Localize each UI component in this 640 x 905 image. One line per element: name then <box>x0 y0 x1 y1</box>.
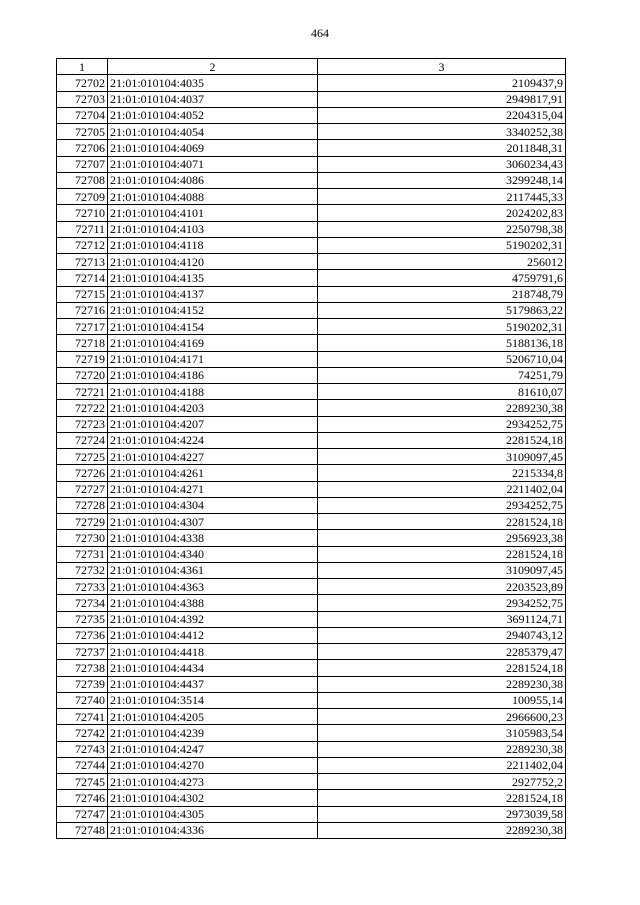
cadastral-number-cell: 21:01:010104:4247 <box>108 741 318 757</box>
row-number-cell: 72712 <box>57 237 108 253</box>
value-cell: 2289230,38 <box>318 822 566 838</box>
cadastral-number-cell: 21:01:010104:4437 <box>108 676 318 692</box>
value-cell: 4759791,6 <box>318 270 566 286</box>
cadastral-number-cell: 21:01:010104:4037 <box>108 91 318 107</box>
row-number-cell: 72736 <box>57 627 108 643</box>
cadastral-number-cell: 21:01:010104:4052 <box>108 107 318 123</box>
value-cell: 2281524,18 <box>318 790 566 806</box>
row-number-cell: 72724 <box>57 432 108 448</box>
page-number: 464 <box>311 26 329 40</box>
row-number-cell: 72702 <box>57 75 108 91</box>
table-row <box>57 692 566 708</box>
row-number-cell: 72745 <box>57 774 108 790</box>
cadastral-number-cell: 21:01:010104:4086 <box>108 172 318 188</box>
cadastral-number-cell: 21:01:010104:4307 <box>108 514 318 530</box>
value-cell: 3340252,38 <box>318 124 566 140</box>
value-cell: 2281524,18 <box>318 660 566 676</box>
table-row <box>57 384 566 400</box>
row-number-cell: 72747 <box>57 806 108 822</box>
cadastral-number-cell: 21:01:010104:4224 <box>108 432 318 448</box>
row-number-cell: 72709 <box>57 189 108 205</box>
cadastral-number-cell: 21:01:010104:4270 <box>108 757 318 773</box>
table-row <box>57 416 566 432</box>
row-number-cell: 72729 <box>57 514 108 530</box>
column-header-1: 1 <box>57 59 108 75</box>
column-header-2: 2 <box>108 59 318 75</box>
cadastral-number-cell: 21:01:010104:4135 <box>108 270 318 286</box>
value-cell: 5179863,22 <box>318 302 566 318</box>
value-cell: 2204315,04 <box>318 107 566 123</box>
table-row <box>57 530 566 546</box>
cadastral-number-cell: 21:01:010104:4169 <box>108 335 318 351</box>
row-number-cell: 72706 <box>57 140 108 156</box>
cadastral-number-cell: 21:01:010104:4088 <box>108 189 318 205</box>
table-row <box>57 481 566 497</box>
table-row <box>57 562 566 578</box>
table-row <box>57 172 566 188</box>
data-table <box>56 58 566 839</box>
value-cell: 2215334,8 <box>318 465 566 481</box>
row-number-cell: 72717 <box>57 319 108 335</box>
table-row <box>57 189 566 205</box>
value-cell: 2934252,75 <box>318 497 566 513</box>
table-row <box>57 465 566 481</box>
table-row <box>57 432 566 448</box>
cadastral-number-cell: 21:01:010104:4152 <box>108 302 318 318</box>
cadastral-number-cell: 21:01:010104:4071 <box>108 156 318 172</box>
table-row <box>57 205 566 221</box>
table-row <box>57 302 566 318</box>
cadastral-number-cell: 21:01:010104:4227 <box>108 449 318 465</box>
value-cell: 5206710,04 <box>318 351 566 367</box>
cadastral-number-cell: 21:01:010104:4154 <box>108 319 318 335</box>
row-number-cell: 72719 <box>57 351 108 367</box>
table-row <box>57 221 566 237</box>
cadastral-number-cell: 21:01:010104:4302 <box>108 790 318 806</box>
row-number-cell: 72707 <box>57 156 108 172</box>
table-row <box>57 91 566 107</box>
cadastral-number-cell: 21:01:010104:4207 <box>108 416 318 432</box>
cadastral-number-cell: 21:01:010104:4338 <box>108 530 318 546</box>
cadastral-number-cell: 21:01:010104:4205 <box>108 709 318 725</box>
column-header-3: 3 <box>318 59 566 75</box>
table-row <box>57 774 566 790</box>
cadastral-number-cell: 21:01:010104:4069 <box>108 140 318 156</box>
row-number-cell: 72726 <box>57 465 108 481</box>
table-row <box>57 351 566 367</box>
value-cell: 2117445,33 <box>318 189 566 205</box>
header-row <box>57 59 566 75</box>
row-number-cell: 72744 <box>57 757 108 773</box>
cadastral-number-cell: 21:01:010104:4103 <box>108 221 318 237</box>
cadastral-number-cell: 21:01:010104:4305 <box>108 806 318 822</box>
cadastral-number-cell: 21:01:010104:4412 <box>108 627 318 643</box>
value-cell: 2011848,31 <box>318 140 566 156</box>
row-number-cell: 72727 <box>57 481 108 497</box>
row-number-cell: 72733 <box>57 579 108 595</box>
value-cell: 2250798,38 <box>318 221 566 237</box>
value-cell: 2285379,47 <box>318 644 566 660</box>
value-cell: 2024202,83 <box>318 205 566 221</box>
value-cell: 2281524,18 <box>318 546 566 562</box>
cadastral-number-cell: 21:01:010104:4118 <box>108 237 318 253</box>
cadastral-number-cell: 21:01:010104:4101 <box>108 205 318 221</box>
row-number-cell: 72734 <box>57 595 108 611</box>
row-number-cell: 72723 <box>57 416 108 432</box>
value-cell: 2289230,38 <box>318 741 566 757</box>
cadastral-number-cell: 21:01:010104:4273 <box>108 774 318 790</box>
row-number-cell: 72713 <box>57 254 108 270</box>
row-number-cell: 72738 <box>57 660 108 676</box>
table-row <box>57 660 566 676</box>
table-row <box>57 822 566 838</box>
value-cell: 5188136,18 <box>318 335 566 351</box>
row-number-cell: 72721 <box>57 384 108 400</box>
value-cell: 2934252,75 <box>318 416 566 432</box>
cadastral-number-cell: 21:01:010104:3514 <box>108 692 318 708</box>
value-cell: 2966600,23 <box>318 709 566 725</box>
cadastral-number-cell: 21:01:010104:4137 <box>108 286 318 302</box>
table-row <box>57 75 566 91</box>
table-row <box>57 627 566 643</box>
table-row <box>57 611 566 627</box>
value-cell: 2203523,89 <box>318 579 566 595</box>
value-cell: 2934252,75 <box>318 595 566 611</box>
table-row <box>57 725 566 741</box>
table-row <box>57 757 566 773</box>
value-cell: 5190202,31 <box>318 319 566 335</box>
cadastral-number-cell: 21:01:010104:4392 <box>108 611 318 627</box>
table-row <box>57 741 566 757</box>
table-row <box>57 400 566 416</box>
table-row <box>57 367 566 383</box>
row-number-cell: 72710 <box>57 205 108 221</box>
value-cell: 100955,14 <box>318 692 566 708</box>
row-number-cell: 72708 <box>57 172 108 188</box>
value-cell: 81610,07 <box>318 384 566 400</box>
row-number-cell: 72725 <box>57 449 108 465</box>
row-number-cell: 72718 <box>57 335 108 351</box>
value-cell: 2940743,12 <box>318 627 566 643</box>
row-number-cell: 72728 <box>57 497 108 513</box>
table-row <box>57 254 566 270</box>
cadastral-number-cell: 21:01:010104:4035 <box>108 75 318 91</box>
value-cell: 5190202,31 <box>318 237 566 253</box>
cadastral-number-cell: 21:01:010104:4261 <box>108 465 318 481</box>
row-number-cell: 72741 <box>57 709 108 725</box>
row-number-cell: 72714 <box>57 270 108 286</box>
table-row <box>57 319 566 335</box>
table-row <box>57 546 566 562</box>
table-row <box>57 335 566 351</box>
row-number-cell: 72730 <box>57 530 108 546</box>
value-cell: 2949817,91 <box>318 91 566 107</box>
value-cell: 256012 <box>318 254 566 270</box>
cadastral-number-cell: 21:01:010104:4188 <box>108 384 318 400</box>
table-row <box>57 449 566 465</box>
table-row <box>57 140 566 156</box>
table-header <box>57 59 566 75</box>
value-cell: 2973039,58 <box>318 806 566 822</box>
row-number-cell: 72743 <box>57 741 108 757</box>
value-cell: 218748,79 <box>318 286 566 302</box>
row-number-cell: 72737 <box>57 644 108 660</box>
value-cell: 3060234,43 <box>318 156 566 172</box>
cadastral-number-cell: 21:01:010104:4418 <box>108 644 318 660</box>
cadastral-number-cell: 21:01:010104:4336 <box>108 822 318 838</box>
row-number-cell: 72711 <box>57 221 108 237</box>
cadastral-number-cell: 21:01:010104:4054 <box>108 124 318 140</box>
value-cell: 2211402,04 <box>318 757 566 773</box>
table-row <box>57 124 566 140</box>
cadastral-number-cell: 21:01:010104:4120 <box>108 254 318 270</box>
value-cell: 2211402,04 <box>318 481 566 497</box>
table-row <box>57 156 566 172</box>
cadastral-number-cell: 21:01:010104:4186 <box>108 367 318 383</box>
table-row <box>57 709 566 725</box>
value-cell: 74251,79 <box>318 367 566 383</box>
table-row <box>57 497 566 513</box>
table-row <box>57 579 566 595</box>
table-row <box>57 595 566 611</box>
row-number-cell: 72742 <box>57 725 108 741</box>
value-cell: 2281524,18 <box>318 514 566 530</box>
row-number-cell: 72731 <box>57 546 108 562</box>
table-row <box>57 790 566 806</box>
row-number-cell: 72704 <box>57 107 108 123</box>
row-number-cell: 72746 <box>57 790 108 806</box>
value-cell: 3109097,45 <box>318 562 566 578</box>
value-cell: 3299248,14 <box>318 172 566 188</box>
row-number-cell: 72739 <box>57 676 108 692</box>
row-number-cell: 72716 <box>57 302 108 318</box>
table-row <box>57 270 566 286</box>
row-number-cell: 72720 <box>57 367 108 383</box>
table-row <box>57 676 566 692</box>
cadastral-number-cell: 21:01:010104:4239 <box>108 725 318 741</box>
cadastral-number-cell: 21:01:010104:4340 <box>108 546 318 562</box>
table-row <box>57 107 566 123</box>
row-number-cell: 72715 <box>57 286 108 302</box>
value-cell: 2289230,38 <box>318 676 566 692</box>
cadastral-number-cell: 21:01:010104:4304 <box>108 497 318 513</box>
value-cell: 3105983,54 <box>318 725 566 741</box>
table-row <box>57 514 566 530</box>
cadastral-number-cell: 21:01:010104:4388 <box>108 595 318 611</box>
table-row <box>57 806 566 822</box>
row-number-cell: 72740 <box>57 692 108 708</box>
value-cell: 3691124,71 <box>318 611 566 627</box>
row-number-cell: 72735 <box>57 611 108 627</box>
value-cell: 2927752,2 <box>318 774 566 790</box>
cadastral-number-cell: 21:01:010104:4203 <box>108 400 318 416</box>
cadastral-number-cell: 21:01:010104:4434 <box>108 660 318 676</box>
row-number-cell: 72722 <box>57 400 108 416</box>
table-row <box>57 286 566 302</box>
table-row <box>57 644 566 660</box>
value-cell: 2956923,38 <box>318 530 566 546</box>
cadastral-number-cell: 21:01:010104:4361 <box>108 562 318 578</box>
table-row <box>57 237 566 253</box>
table-body <box>57 75 566 839</box>
cadastral-number-cell: 21:01:010104:4171 <box>108 351 318 367</box>
row-number-cell: 72748 <box>57 822 108 838</box>
value-cell: 3109097,45 <box>318 449 566 465</box>
row-number-cell: 72705 <box>57 124 108 140</box>
value-cell: 2281524,18 <box>318 432 566 448</box>
value-cell: 2289230,38 <box>318 400 566 416</box>
cadastral-number-cell: 21:01:010104:4363 <box>108 579 318 595</box>
row-number-cell: 72732 <box>57 562 108 578</box>
cadastral-number-cell: 21:01:010104:4271 <box>108 481 318 497</box>
row-number-cell: 72703 <box>57 91 108 107</box>
value-cell: 2109437,9 <box>318 75 566 91</box>
